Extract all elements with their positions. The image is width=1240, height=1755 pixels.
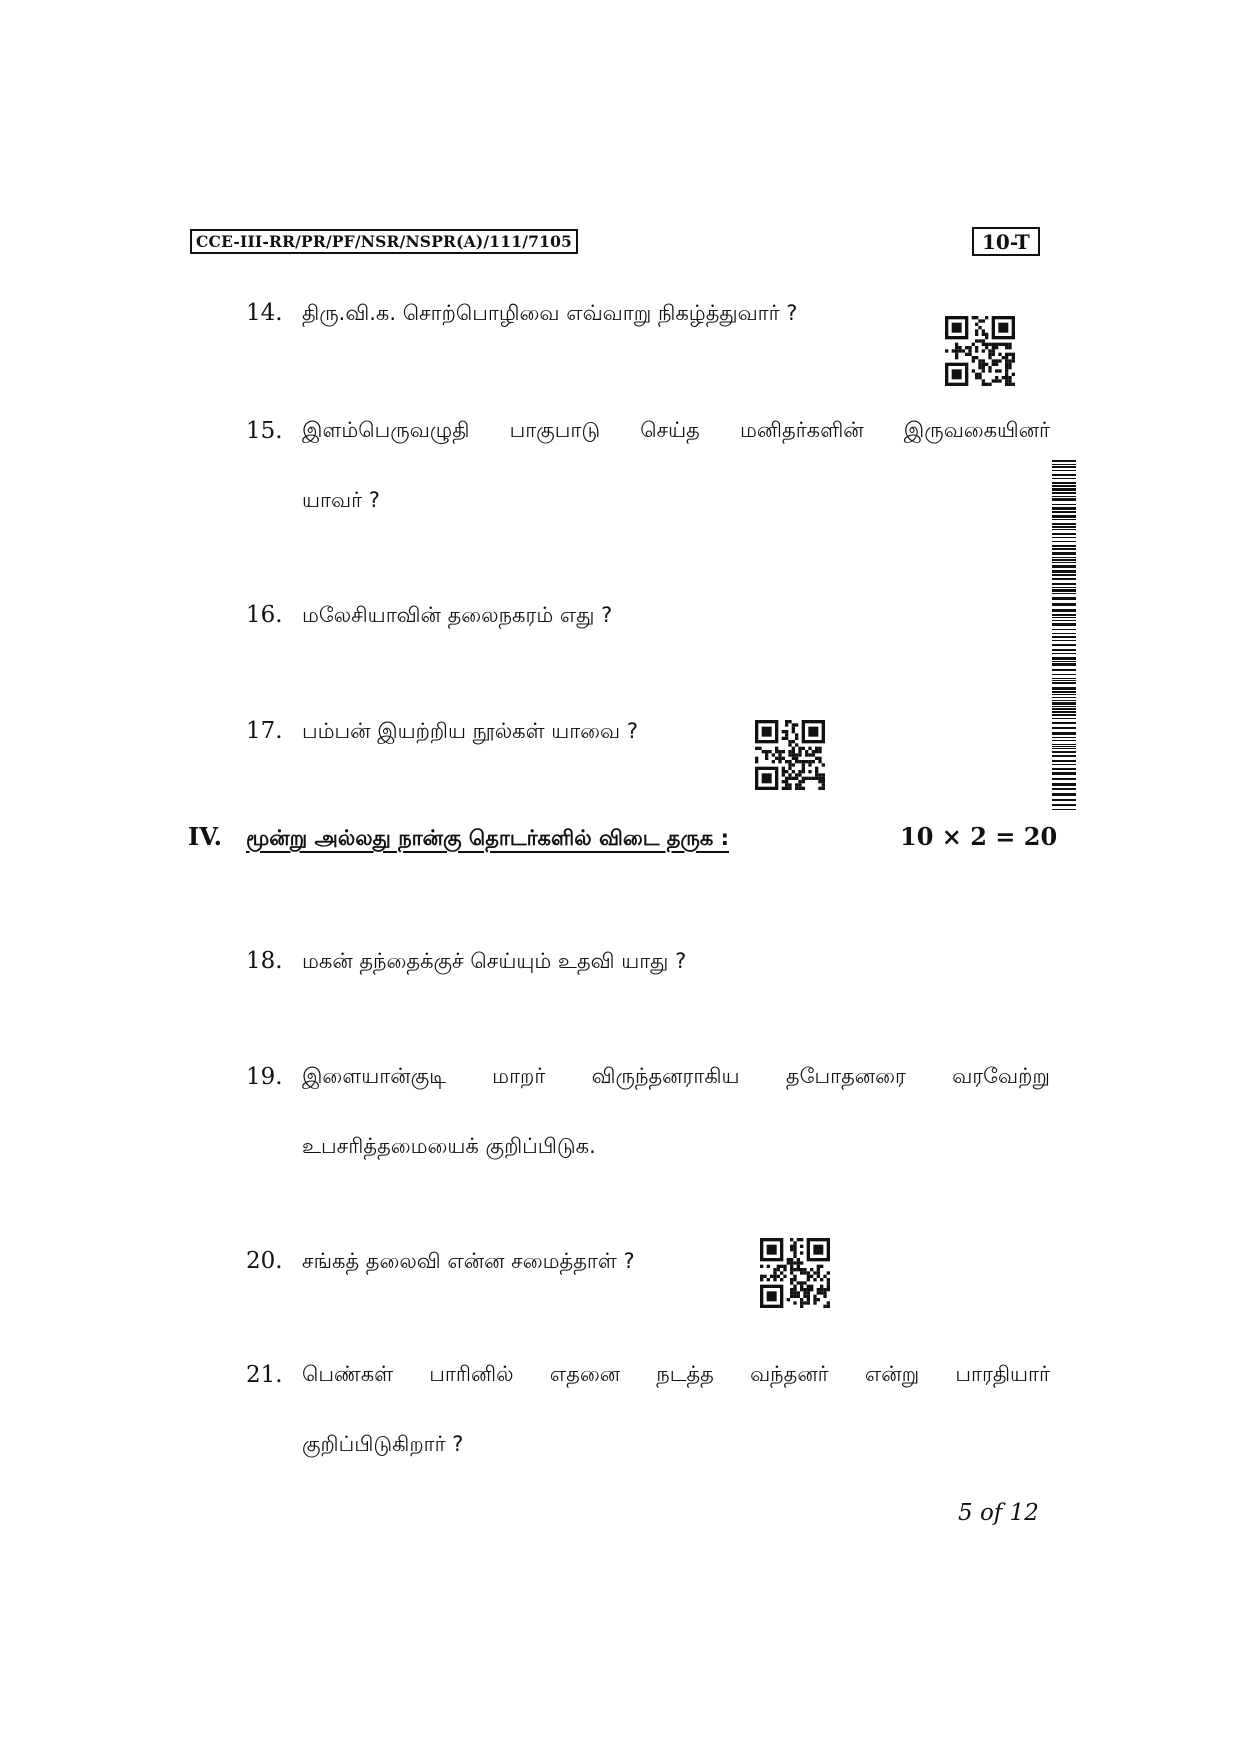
question-18 <box>246 948 686 976</box>
section-number: IV. <box>188 822 223 851</box>
question-number: 19. <box>246 1064 283 1090</box>
page-number: 5 of 12 <box>958 1500 1039 1526</box>
question-number: 16. <box>246 602 283 628</box>
question-21 <box>246 1362 302 1388</box>
question-text-line: பெண்கள் பாரினில் எதனை நடத்த வந்தனர் என்று பாரதியார் <box>302 1362 1050 1386</box>
qr-code-icon <box>945 316 1015 386</box>
question-text: மலேசியாவின் தலைநகரம் எது ? <box>302 603 613 627</box>
section-marks: 10 × 2 = 20 <box>900 822 1058 851</box>
section-title: மூன்று அல்லது நான்கு தொடர்களில் விடை தருக : <box>246 826 730 850</box>
qr-code-icon <box>760 1238 830 1308</box>
question-17 <box>246 718 638 746</box>
question-14 <box>246 300 797 328</box>
question-text: சங்கத் தலைவி என்ன சமைத்தாள் ? <box>302 1249 635 1273</box>
qr-code-icon <box>755 720 825 790</box>
question-19 <box>246 1064 302 1090</box>
question-text-line: யாவர் ? <box>302 488 380 512</box>
question-16 <box>246 602 612 630</box>
barcode-icon <box>1052 460 1076 810</box>
version-code: 10-T <box>972 227 1040 256</box>
question-number: 15. <box>246 418 283 444</box>
question-number: 20. <box>246 1248 283 1274</box>
question-number: 14. <box>246 300 283 326</box>
question-text-line: குறிப்பிடுகிறார் ? <box>302 1432 464 1456</box>
question-text-line: இளையான்குடி மாறர் விருந்தனராகிய தபோதனரை வரவேற்று <box>302 1064 1050 1088</box>
question-text-line: இளம்பெருவழுதி பாகுபாடு செய்த மனிதர்களின் இருவகையினர் <box>302 418 1050 442</box>
section-heading <box>188 822 729 853</box>
question-text-line: உபசரித்தமையைக் குறிப்பிடுக. <box>302 1134 596 1158</box>
question-20 <box>246 1248 635 1276</box>
question-text: திரு.வி.க. சொற்பொழிவை எவ்வாறு நிகழ்த்துவார் ? <box>302 301 798 325</box>
paper-code: CCE-III-RR/PR/PF/NSR/NSPR(A)/111/7105 <box>190 229 578 254</box>
question-text: மகன் தந்தைக்குச் செய்யும் உதவி யாது ? <box>302 949 687 973</box>
question-number: 17. <box>246 718 283 744</box>
question-number: 18. <box>246 948 283 974</box>
question-number: 21. <box>246 1362 283 1388</box>
question-text: பம்பன் இயற்றிய நூல்கள் யாவை ? <box>302 719 638 743</box>
